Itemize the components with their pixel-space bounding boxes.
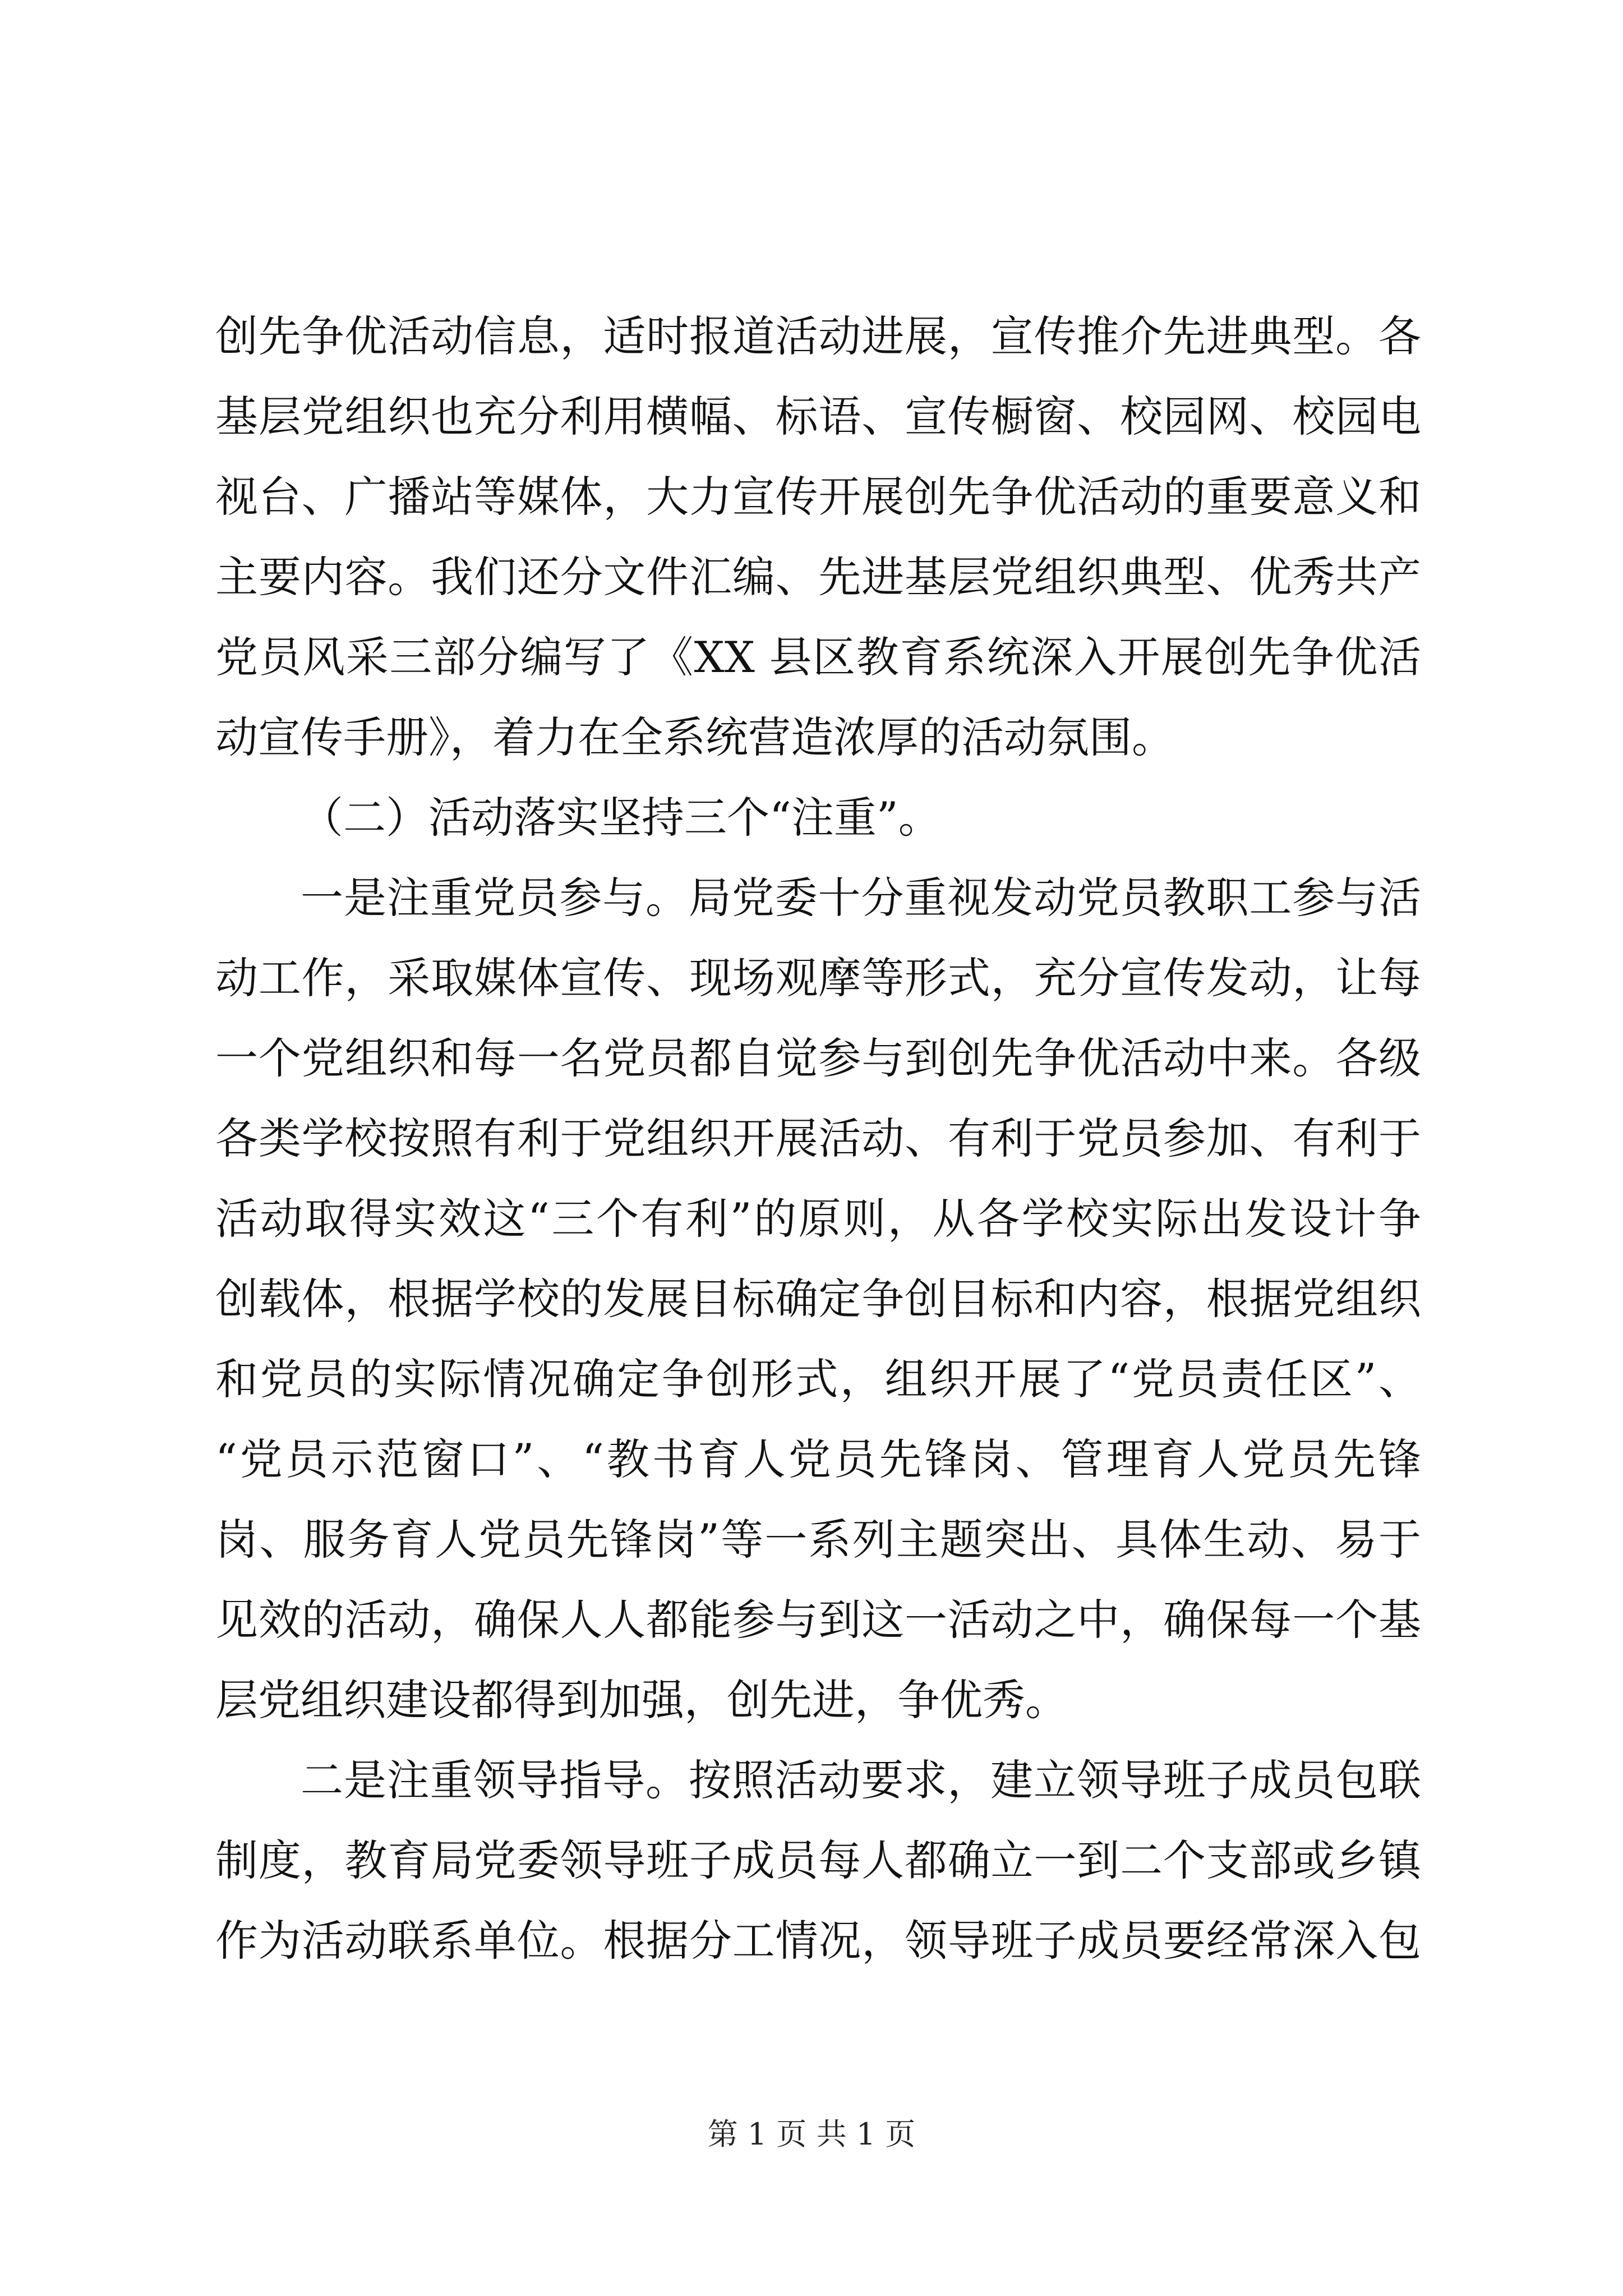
section-heading: （二）活动落实坚持三个“注重”。	[301, 793, 941, 843]
text-line: 制度，教育局党委领导班子成员每人都确立一到二个支部或乡镇	[215, 1835, 1421, 1885]
text-line: 一个党组织和每一名党员都自觉参与到创先争优活动中来。各级	[215, 1033, 1421, 1083]
text-line: “党员示范窗口”、“教书育人党员先锋岗、管理育人党员先锋	[215, 1434, 1421, 1484]
text-line: 主要内容。我们还分文件汇编、先进基层党组织典型、优秀共产	[215, 552, 1421, 602]
text-line: 层党组织建设都得到加强，创先进，争优秀。	[215, 1675, 1068, 1725]
text-line: 动工作，采取媒体宣传、现场观摩等形式，充分宣传发动，让每	[215, 953, 1421, 1003]
text-line: 和党员的实际情况确定争创形式，组织开展了“党员责任区”、	[215, 1354, 1421, 1404]
paragraph-first-line: 一是注重党员参与。局党委十分重视发动党员教职工参与活	[301, 873, 1421, 923]
body-text	[215, 296, 1421, 1981]
text-line: 党员风采三部分编写了《XX 县区教育系统深入开展创先争优活	[215, 632, 1421, 682]
text-line: 见效的活动，确保人人都能参与到这一活动之中，确保每一个基	[215, 1595, 1421, 1645]
text-line: 各类学校按照有利于党组织开展活动、有利于党员参加、有利于	[215, 1114, 1421, 1163]
text-line: 视台、广播站等媒体，大力宣传开展创先争优活动的重要意义和	[215, 472, 1421, 522]
text-line: 活动取得实效这“三个有利”的原则，从各学校实际出发设计争	[215, 1194, 1421, 1244]
text-line: 作为活动联系单位。根据分工情况，领导班子成员要经常深入包	[215, 1916, 1421, 1966]
text-line: 基层党组织也充分利用横幅、标语、宣传橱窗、校园网、校园电	[215, 392, 1421, 441]
text-line: 创先争优活动信息，适时报道活动进展，宣传推介先进典型。各	[215, 311, 1421, 361]
paragraph-first-line: 二是注重领导指导。按照活动要求，建立领导班子成员包联	[301, 1755, 1421, 1805]
text-line: 动宣传手册》，着力在全系统营造浓厚的活动氛围。	[215, 712, 1174, 762]
page-footer: 第 1 页 共 1 页	[707, 2116, 916, 2152]
text-line: 岗、服务育人党员先锋岗”等一系列主题突出、具体生动、易于	[215, 1515, 1421, 1565]
text-line: 创载体，根据学校的发展目标确定争创目标和内容，根据党组织	[215, 1274, 1421, 1324]
